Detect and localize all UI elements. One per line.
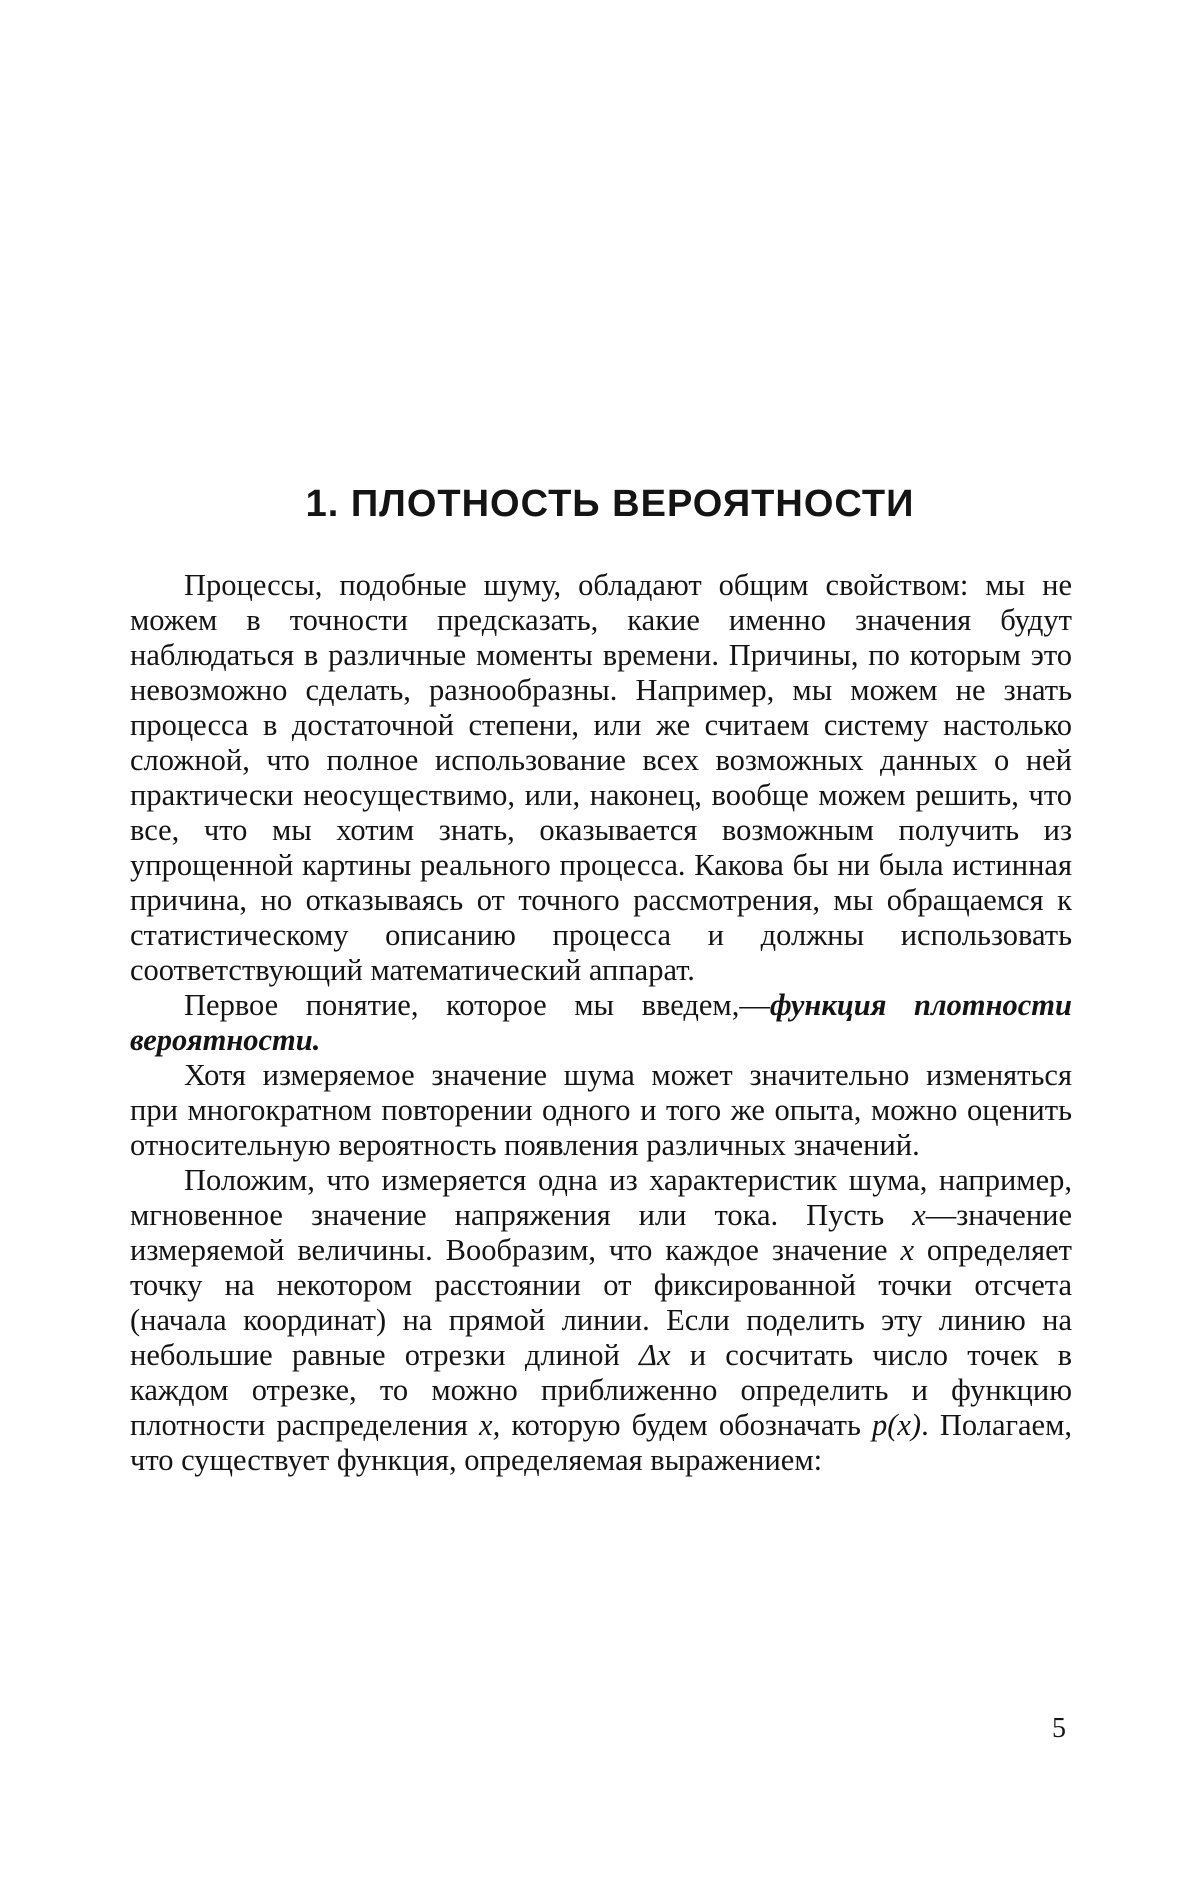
paragraph-noise-processes: Процессы, подобные шуму, обладают общим свойством: мы не можем в точности предсказать, какие именно значения будут наблюдаться в различные моменты времени. Причины, по которым это невозможно сделать, разнообразны. Например, мы можем не знать процесса в достаточной степени, или же считаем систему настолько сложной, что полное использование всех возможных данных о ней практически неосуществимо, или, наконец, вообще можем решить, что все, что мы хотим знать, оказывается возможным получить из упрощенной картины реального процесса. Какова бы ни была истинная причина, но отказываясь от точного рассмотрения, мы обращаемся к статистическому описанию процесса и должны использовать соответствующий математический аппарат. xyxy=(130,568,1072,987)
math-p-of-x: p(x) xyxy=(871,1408,922,1442)
paragraph-relative-probability: Хотя измеряемое значение шума может значительно изменяться при многократном повторении одного и того же опыта, можно оценить относительную вероятность появления различных значений. xyxy=(130,1058,1072,1162)
term-probability-density-function: функция плотности вероятности. xyxy=(130,988,1072,1057)
math-delta-x: Δx xyxy=(639,1338,671,1372)
math-x: x xyxy=(900,1233,914,1267)
measurement-text-6: . Полагаем, что существует функция, определяемая выражением: xyxy=(130,1408,1072,1477)
math-x: x, xyxy=(479,1408,501,1442)
page-number: 5 xyxy=(1052,1713,1066,1744)
measurement-text-4: и сосчитать число точек в каждом отрезке, то можно приближенно определить и функцию плотности распределения xyxy=(130,1338,1072,1442)
measurement-text-2: —значение измеряемой величины. Вообразим, что каждое значение xyxy=(130,1198,1072,1267)
math-x: x xyxy=(912,1198,926,1232)
measurement-text-3: определяет точку на некотором расстоянии от фиксированной точки отсчета (начала координат) на прямой линии. Если поделить эту линию на небольшие равные отрезки длиной xyxy=(130,1233,1072,1372)
paragraph-first-concept xyxy=(130,988,1072,1058)
measurement-text-1: Положим, что измеряется одна из характеристик шума, например, мгновенное значение напряжения или тока. Пусть xyxy=(130,1163,1072,1232)
paragraph-measurement xyxy=(130,1163,1072,1478)
body-text xyxy=(130,568,1072,1478)
first-concept-lead: Первое понятие, которое мы введем,— xyxy=(184,988,770,1022)
measurement-text-5: которую будем обозначать xyxy=(500,1408,872,1442)
section-heading: 1. ПЛОТНОСТЬ ВЕРОЯТНОСТИ xyxy=(305,483,915,525)
